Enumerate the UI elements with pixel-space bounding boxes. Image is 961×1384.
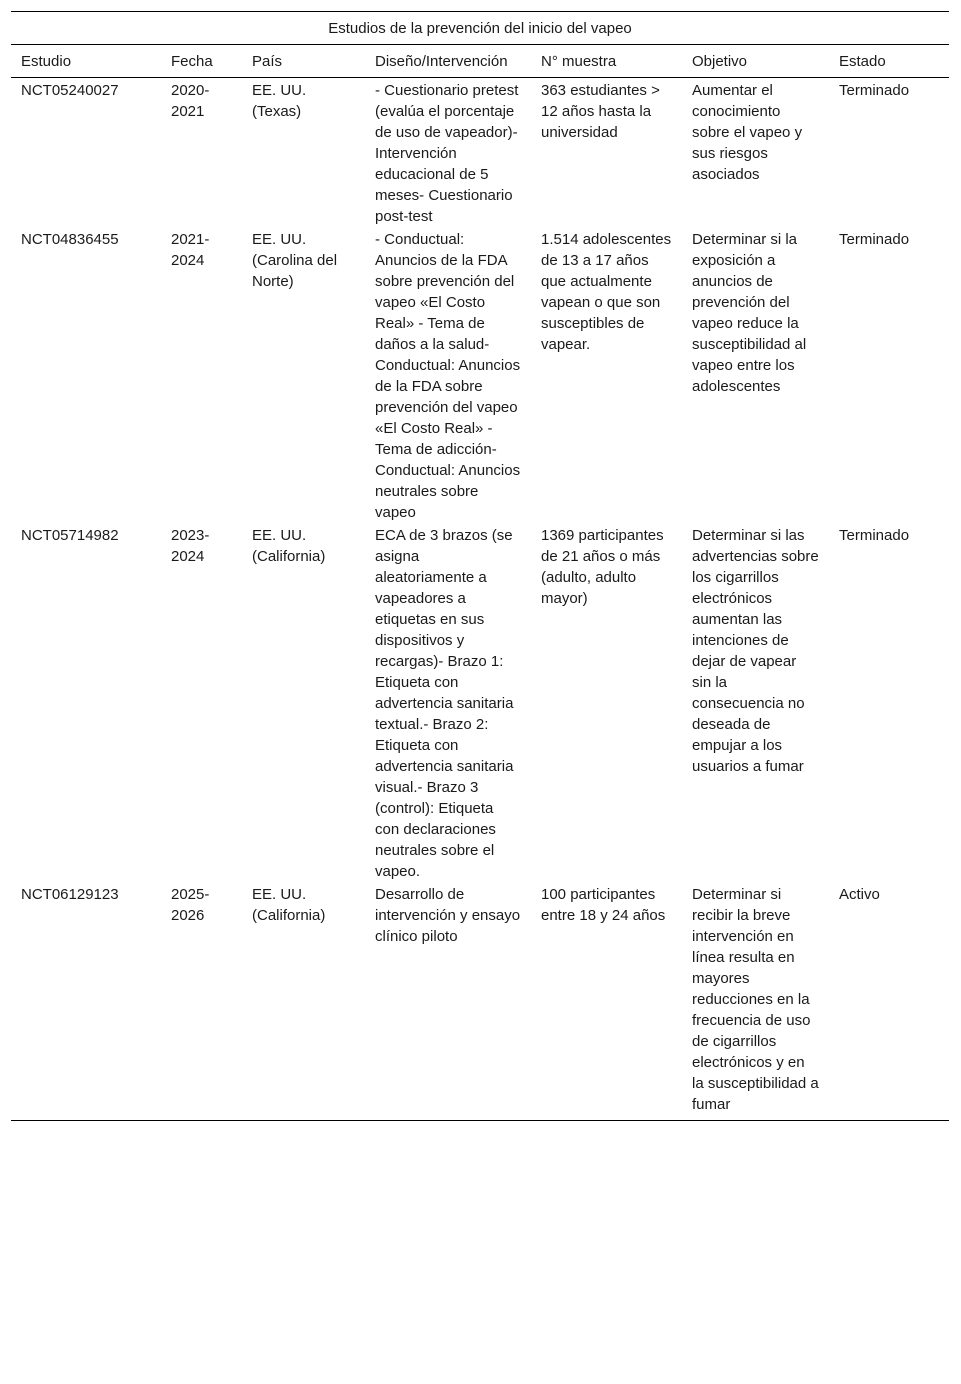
header-status: Estado xyxy=(829,45,949,78)
country-cell: EE. UU. (Carolina del Norte) xyxy=(252,231,338,290)
table-row xyxy=(11,523,949,882)
sample-cell: 363 estudiantes > 12 años hasta la universidad xyxy=(541,82,660,141)
status-cell: Terminado xyxy=(839,231,910,248)
table-row xyxy=(11,78,949,228)
design-cell: - Cuestionario pretest (evalúa el porcentaje de uso de vapeador)- Intervención educacional de 5 meses- Cuestionario post-test xyxy=(375,82,519,225)
study-id-cell: NCT04836455 xyxy=(21,231,119,248)
study-id-cell: NCT06129123 xyxy=(11,882,161,1121)
header-country: País xyxy=(242,45,365,78)
design-cell: - Conductual: Anuncios de la FDA sobre prevención del vapeo «El Costo Real» - Tema de daños a la salud- Conductual: Anuncios de la FDA sobre prevención del vapeo «El Costo Real» - Tema de adicción- Conductual: Anuncios neutrales sobre vapeo xyxy=(375,231,521,521)
table-title: Estudios de la prevención del inicio del vapeo xyxy=(11,11,949,45)
objective-cell: Determinar si recibir la breve intervención en línea resulta en mayores reducciones en la frecuencia de uso de cigarrillos electrónicos y en la susceptibilidad a fumar xyxy=(682,882,829,1121)
sample-cell: 100 participantes entre 18 y 24 años xyxy=(531,882,682,1121)
status-cell: Activo xyxy=(829,882,949,1121)
table-row xyxy=(11,882,949,1121)
study-id-cell: NCT05240027 xyxy=(21,82,119,99)
objective-cell: Determinar si la exposición a anuncios de prevención del vapeo reduce la susceptibilidad al vapeo entre los adolescentes xyxy=(692,231,807,395)
header-sample: N° muestra xyxy=(531,45,682,78)
sample-cell: 1369 participantes de 21 años o más (adulto, adulto mayor) xyxy=(541,527,664,607)
study-id-cell: NCT05714982 xyxy=(21,527,119,544)
date-cell: 2020-2021 xyxy=(171,82,210,120)
objective-cell: Determinar si las advertencias sobre los cigarrillos electrónicos aumentan las intenciones de dejar de vapear sin la consecuencia no deseada de empujar a los usuarios a fumar xyxy=(692,527,819,775)
country-cell: EE. UU. (California) xyxy=(242,882,365,1121)
country-cell: EE. UU. (California) xyxy=(252,527,326,565)
date-cell: 2021-2024 xyxy=(171,231,210,269)
header-design: Diseño/Intervención xyxy=(365,45,531,78)
design-cell: Desarrollo de intervención y ensayo clínico piloto xyxy=(365,882,531,1121)
date-cell: 2025-2026 xyxy=(161,882,242,1121)
header-objective: Objetivo xyxy=(682,45,829,78)
status-cell: Terminado xyxy=(839,82,910,99)
objective-cell: Aumentar el conocimiento sobre el vapeo y sus riesgos asociados xyxy=(692,82,803,183)
studies-table xyxy=(11,11,949,1121)
header-date: Fecha xyxy=(161,45,242,78)
header-study: Estudio xyxy=(11,45,161,78)
country-cell: EE. UU. (Texas) xyxy=(252,82,307,120)
sample-cell: 1.514 adolescentes de 13 a 17 años que actualmente vapean o que son susceptibles de vapear. xyxy=(541,231,672,353)
design-cell: ECA de 3 brazos (se asigna aleatoriamente a vapeadores a etiquetas en sus dispositivos y recargas)- Brazo 1: Etiqueta con advertencia sanitaria textual.- Brazo 2: Etiqueta con advertencia sanitaria visual.- Brazo 3 (control): Etiqueta con declaraciones neutrales sobre el vapeo. xyxy=(375,527,514,880)
table-header-row xyxy=(11,45,949,78)
studies-table-container xyxy=(11,11,949,1121)
status-cell: Terminado xyxy=(839,527,910,544)
table-row xyxy=(11,227,949,523)
date-cell: 2023-2024 xyxy=(171,527,210,565)
